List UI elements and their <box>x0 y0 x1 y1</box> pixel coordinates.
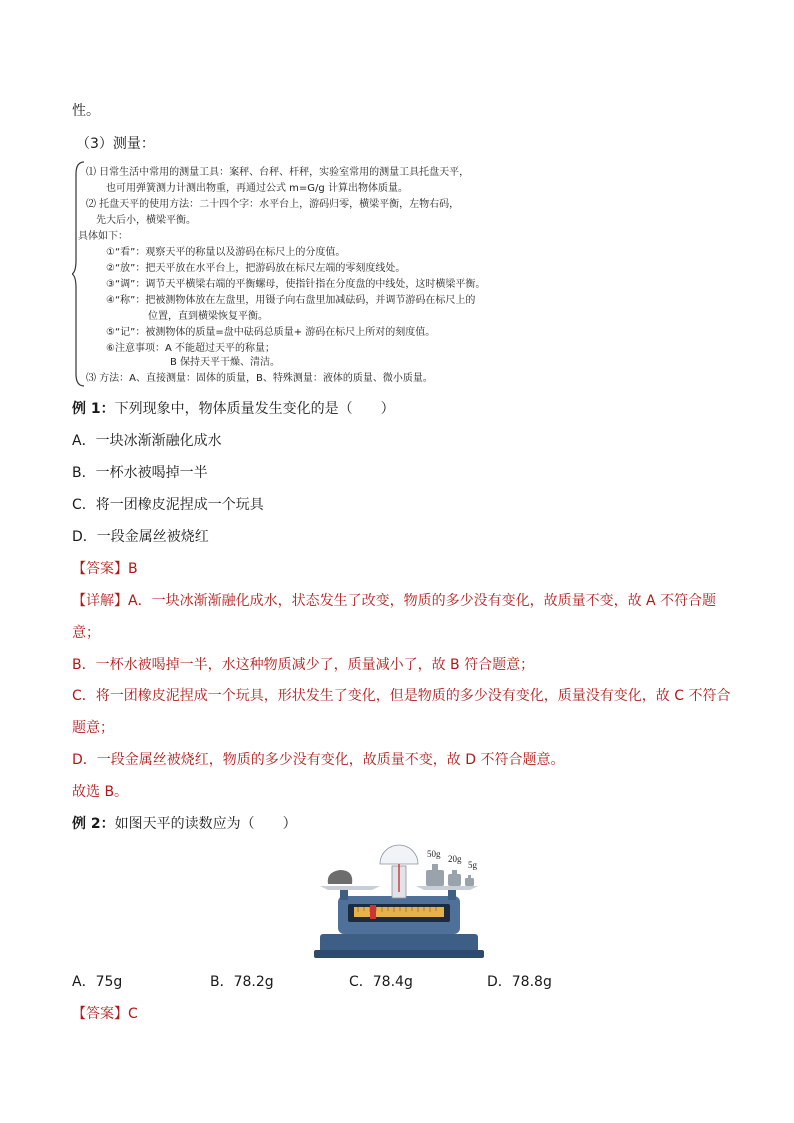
detail-line: C．将一团橡皮泥捏成一个玩具，形状发生了变化，但是物质的多少没有变化，质量没有变化，故 C 不符合 <box>72 688 731 704</box>
note-line: ④“称”：把被测物体放在左盘里，用镊子向右盘里加减砝码，并调节游码在标尺上的 <box>106 295 476 306</box>
option-b: B．一杯水被喝掉一半 <box>72 465 208 481</box>
answer-label: 【答案】 <box>72 1006 128 1022</box>
note-line: ⑴ 日常生活中常用的测量工具：案秤、台秤、杆秤，实验室常用的测量工具托盘天平， <box>86 167 470 178</box>
note-line: ⑶ 方法：A、直接测量：固体的质量，B、特殊测量：液体的质量、微小质量。 <box>86 373 433 384</box>
question-text: 如图天平的读数应为（ ） <box>114 816 297 832</box>
option-a: A．一块冰渐渐融化成水 <box>72 433 222 449</box>
note-line: ③“调”：调节天平横梁右端的平衡螺母，使指针指在分度盘的中线处，这时横梁平衡。 <box>106 279 486 290</box>
example-2-label: 例 2： <box>72 816 115 832</box>
detail-text: A．一块冰渐渐融化成水，状态发生了改变，物质的多少没有变化，故质量不变，故 A 不符合题 <box>128 593 717 609</box>
example-1-question <box>72 399 395 419</box>
section-3-title: （3）测量： <box>76 136 155 152</box>
note-line: 具体如下： <box>78 231 128 242</box>
answer-label: 【答案】 <box>72 561 128 577</box>
example-2-answer <box>72 1004 138 1024</box>
answer-value: C <box>128 1006 138 1022</box>
option-d: D．78.8g <box>487 974 552 990</box>
detail-line: 意； <box>72 625 100 641</box>
detail-label: 【详解】 <box>72 593 128 609</box>
option-a: A．75g <box>72 974 123 990</box>
balance-figure <box>298 844 498 958</box>
measurement-notes <box>72 160 512 388</box>
note-line: ⑵ 托盘天平的使用方法：二十四个字：水平台上，游码归零，横梁平衡，左物右码， <box>86 199 460 210</box>
detail-line: 题意； <box>72 720 114 736</box>
brace-icon <box>72 160 86 388</box>
note-line: B 保持天平干燥、清洁。 <box>170 357 281 368</box>
weight-label: 5g <box>468 860 477 870</box>
example-1-answer <box>72 559 138 579</box>
detail-line: B．一杯水被喝掉一半，水这种物质减少了，质量减小了，故 B 符合题意； <box>72 657 535 673</box>
option-b: B．78.2g <box>210 974 274 990</box>
option-d: D．一段金属丝被烧红 <box>72 529 209 545</box>
question-text: 下列现象中，物体质量发生变化的是（ ） <box>114 401 395 417</box>
detail-line <box>72 591 716 611</box>
option-c: C．将一团橡皮泥捏成一个玩具 <box>72 497 264 513</box>
top-text: 性。 <box>72 103 100 119</box>
note-line: 位置，直到横梁恢复平衡。 <box>148 311 268 322</box>
note-line: ⑥注意事项：A 不能超过天平的称量； <box>106 343 275 354</box>
example-1-label: 例 1： <box>72 401 115 417</box>
balance-scale-icon <box>298 844 498 958</box>
weight-label: 20g <box>448 854 462 864</box>
note-line: ②“放”：把天平放在水平台上，把游码放在标尺左端的零刻度线处。 <box>106 263 406 274</box>
note-line: ⑤“记”：被测物体的质量=盘中砝码总质量+ 游码在标尺上所对的刻度值。 <box>106 327 436 338</box>
example-2-question <box>72 814 297 834</box>
weight-label: 50g <box>427 849 441 859</box>
answer-value: B <box>128 561 138 577</box>
note-line: 也可用弹簧测力计测出物重，再通过公式 m=G/g 计算出物体质量。 <box>106 183 408 194</box>
note-line: ①“看”：观察天平的称量以及游码在标尺上的分度值。 <box>106 247 346 258</box>
detail-line: D．一段金属丝被烧红，物质的多少没有变化，故质量不变，故 D 不符合题意。 <box>72 752 565 768</box>
conclusion: 故选 B。 <box>72 784 129 800</box>
option-c: C．78.4g <box>349 974 413 990</box>
note-line: 先大后小，横梁平衡。 <box>96 215 196 226</box>
